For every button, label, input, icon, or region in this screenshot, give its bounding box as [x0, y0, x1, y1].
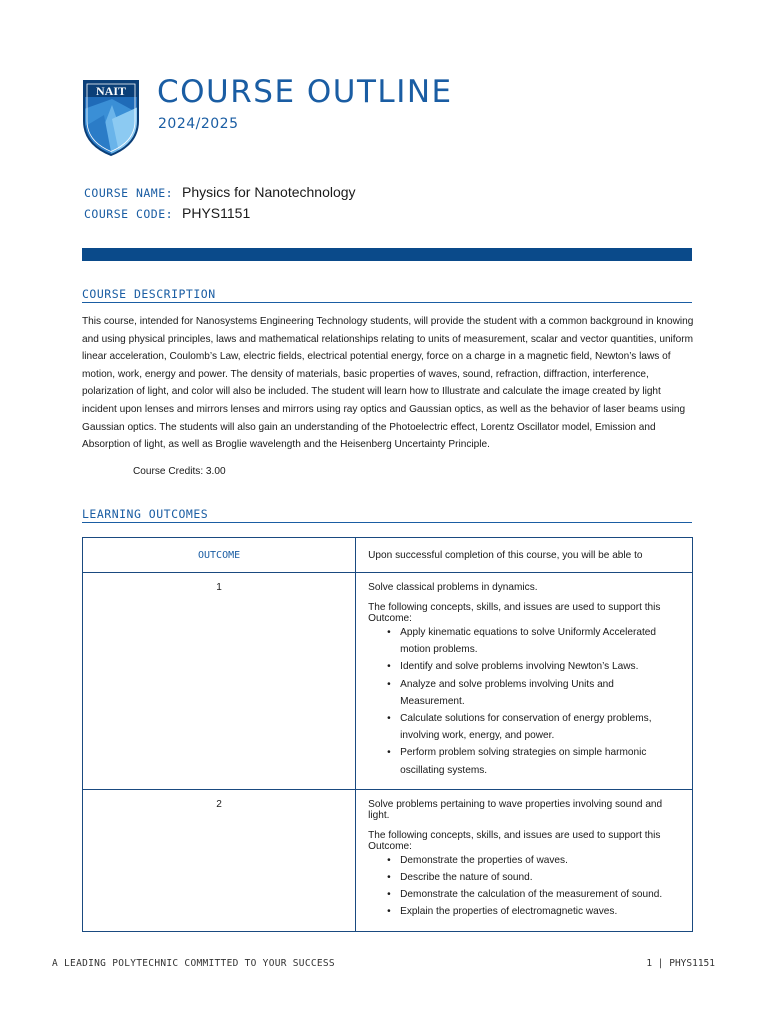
learning-outcomes-heading: LEARNING OUTCOMES — [82, 507, 692, 523]
outcome-statement: Solve classical problems in dynamics. — [368, 582, 538, 593]
course-name-label: COURSE NAME: — [84, 186, 174, 200]
outcome-description-header: Upon successful completion of this course, you will be able to — [356, 538, 693, 573]
academic-year: 2024/2025 — [158, 116, 239, 132]
list-item: • Apply kinematic equations to solve Uniformly Accelerated motion problems. — [400, 624, 680, 658]
list-item: • Describe the nature of sound. — [400, 869, 680, 886]
course-name-value: Physics for Nanotechnology — [182, 184, 356, 200]
course-name-row — [84, 184, 356, 202]
outcome-column-header: OUTCOME — [83, 538, 356, 573]
header-divider-bar — [82, 248, 692, 261]
outcome-content — [356, 573, 693, 790]
table-row — [83, 573, 693, 790]
list-item: • Analyze and solve problems involving Units and Measurement. — [400, 676, 680, 710]
outcome-content — [356, 789, 693, 931]
list-item: • Explain the properties of electromagnetic waves. — [400, 903, 680, 920]
outcome-points — [368, 624, 680, 779]
list-item: • Demonstrate the properties of waves. — [400, 852, 680, 869]
list-item: • Perform problem solving strategies on simple harmonic oscillating systems. — [400, 744, 680, 778]
footer-page-number: 1 | PHYS1151 — [646, 958, 715, 969]
nait-logo — [82, 79, 140, 157]
course-credits: Course Credits: 3.00 — [133, 466, 226, 477]
outcome-intro: The following concepts, skills, and issues are used to support this Outcome: — [368, 602, 661, 624]
course-code-row — [84, 205, 250, 223]
course-description-text: This course, intended for Nanosystems Engineering Technology students, will provide the student with a common background in knowing and using physical principles, laws and mathematical relationships relating to units of measurement, scalar and vector quantities, uniform linear acceleration, Coulomb’s Law, electric fields, electrical potential energy, force on a charge in a magnetic field, Newton’s laws of motion, work, energy and power. The density of materials, basic properties of waves, sound, refraction, diffraction, interference, polarization of light, and color will also be included. The student will learn how to Illustrate and calculate the image created by light incident upon lenses and mirrors lenses and mirrors using ray optics and Gaussian optics, as well as the behavior of laser beams using Gaussian optics. The students will also gain an understanding of the Photoelectric effect, Lorentz Oscillator model, Emission and Absorption of light, as well as Broglie wavelength and the Heisenberg Uncertainty Principle. — [82, 316, 694, 451]
outcome-number: 2 — [83, 789, 356, 931]
outcome-intro: The following concepts, skills, and issues are used to support this Outcome: — [368, 829, 661, 852]
outcome-number: 1 — [83, 573, 356, 790]
page-title: COURSE OUTLINE — [157, 74, 453, 110]
logo-text: NAIT — [95, 84, 127, 98]
course-code-label: COURSE CODE: — [84, 207, 174, 221]
outcome-statement: Solve problems pertaining to wave properties involving sound and light. — [368, 798, 663, 821]
table-header-row — [83, 538, 693, 573]
course-description-heading: COURSE DESCRIPTION — [82, 287, 692, 303]
list-item: • Demonstrate the calculation of the measurement of sound. — [400, 886, 680, 903]
outcome-points — [368, 852, 680, 921]
table-row — [83, 789, 693, 931]
list-item: • Identify and solve problems involving Newton’s Laws. — [400, 658, 680, 675]
course-code-value: PHYS1151 — [182, 205, 251, 221]
footer-tagline: A LEADING POLYTECHNIC COMMITTED TO YOUR SUCCESS — [52, 958, 335, 969]
list-item: • Calculate solutions for conservation of energy problems, involving work, energy, and power. — [400, 710, 680, 744]
learning-outcomes-table — [82, 537, 693, 932]
